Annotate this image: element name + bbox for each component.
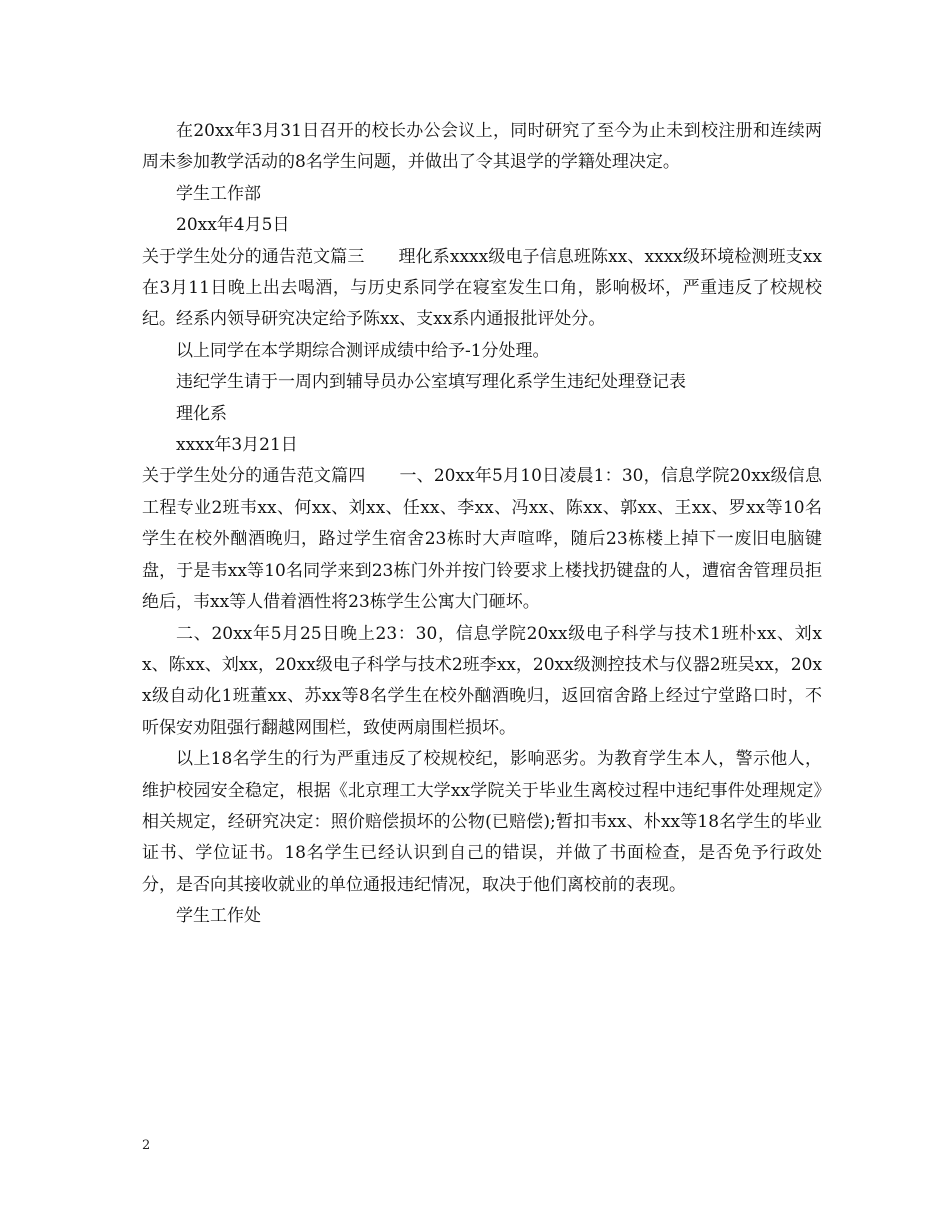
signature-physics-chemistry-dept: 理化系	[176, 403, 227, 424]
paragraph-incident-two: 二、20xx年5月25日晚上23：30，信息学院20xx级电子科学与技术1班朴xx、刘xx、陈xx、刘xx，20xx级电子科学与技术2班李xx，20xx级测控技术与仪器2班吴xx，20xx级自动化1班董xx、苏xx等8名学生在校外酗酒晚归，返回宿舍路上经过宁堂路口时，不听保安劝阻强行翻越网围栏，致使两扇围栏损坏。	[142, 623, 822, 738]
section-three-paragraph	[142, 242, 822, 336]
paragraph-score-deduction: 以上同学在本学期综合测评成绩中给予-1分处理。	[176, 340, 550, 361]
section-three-text: 理化系xxxx级电子信息班陈xx、xxxx级环境检测班支xx在3月11日晚上出去喝酒，与历史系同学在寝室发生口角，影响极坏，严重违反了校规校纪。经系内领导研究决定给予陈xx、支xx系内通报批评处分。	[142, 246, 822, 330]
paragraph-decision: 以上18名学生的行为严重违反了校规校纪，影响恶劣。为教育学生本人，警示他人，维护校园安全稳定，根据《北京理工大学xx学院关于毕业生离校过程中违纪事件处理规定》相关规定，经研究决定：照价赔偿损坏的公物(已赔偿);暂扣韦xx、朴xx等18名学生的毕业证书、学位证书。18名学生已经认识到自己的错误，并做了书面检查，是否免予行政处分，是否向其接收就业的单位通报违纪情况，取决于他们离校前的表现。	[142, 749, 822, 895]
document-body	[142, 116, 822, 933]
signature-student-affairs-dept: 学生工作部	[176, 183, 261, 204]
date-line: 20xx年4月5日	[176, 215, 290, 236]
paragraph-registration-notice: 违纪学生请于一周内到辅导员办公室填写理化系学生违纪处理登记表	[176, 372, 686, 393]
paragraph-expulsion-decision: 在20xx年3月31日召开的校长办公会议上，同时研究了至今为止未到校注册和连续两周未参加教学活动的8名学生问题，并做出了令其退学的学籍处理决定。	[142, 121, 822, 173]
section-four-title: 关于学生处分的通告范文篇四	[142, 466, 366, 487]
section-four-paragraph	[142, 461, 822, 618]
section-four-text: 一、20xx年5月10日凌晨1：30，信息学院20xx级信息工程专业2班韦xx、何xx、刘xx、任xx、李xx、冯xx、陈xx、郭xx、王xx、罗xx等10名学生在校外酗酒晚归，路过学生宿舍23栋时大声喧哗，随后23栋楼上掉下一废旧电脑键盘，于是韦xx等10名同学来到23栋门外并按门铃要求上楼找扔键盘的人，遭宿舍管理员拒绝后，韦xx等人借着酒性将23栋学生公寓大门砸坏。	[142, 466, 822, 613]
signature-student-affairs-office: 学生工作处	[176, 906, 261, 927]
section-three-title: 关于学生处分的通告范文篇三	[142, 246, 365, 267]
date-line: xxxx年3月21日	[176, 435, 298, 456]
page-number: 2	[142, 1138, 151, 1153]
